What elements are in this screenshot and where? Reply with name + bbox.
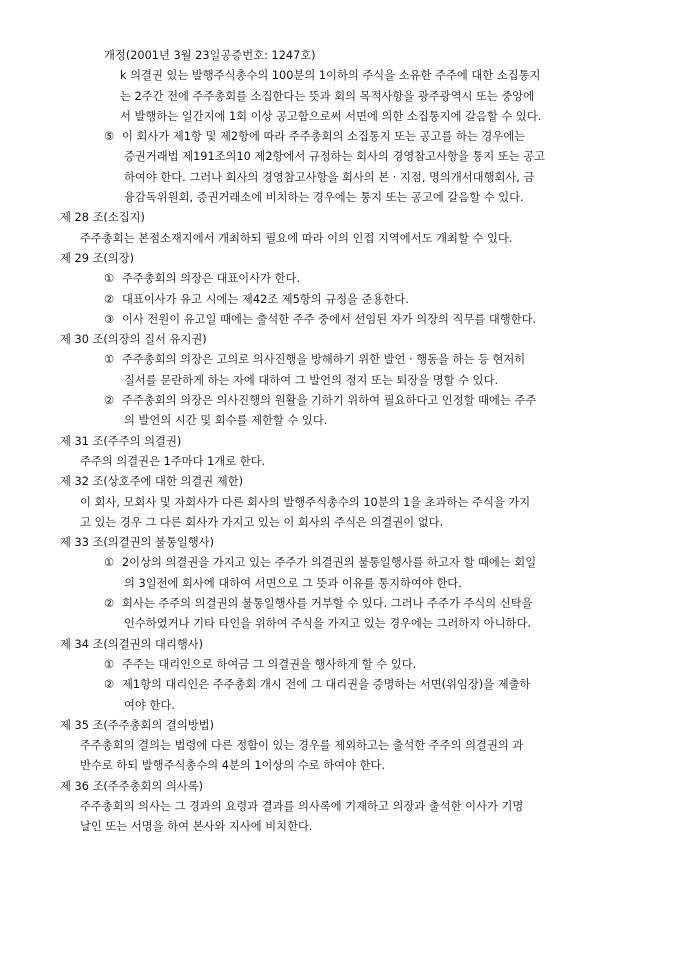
article-heading: 제 32 조(상호주에 대한 의결권 제한) bbox=[60, 475, 244, 489]
article-text: 주주의 의결권은 1주마다 1개로 한다. bbox=[80, 454, 266, 468]
article-31 bbox=[0, 432, 680, 473]
intro-line: k 의결권 있는 발행주식총수의 100분의 1이하의 주식을 소유한 주주에 대한 소집통지 bbox=[120, 69, 541, 83]
item-number: ① bbox=[104, 556, 115, 570]
item-number: ① bbox=[104, 272, 115, 286]
article-item bbox=[0, 675, 680, 695]
item-text-continued: 융감독위원회, 증권거래소에 비치하는 경우에는 통지 또는 공고에 갈음할 수 있다. bbox=[124, 191, 524, 205]
document-page bbox=[0, 46, 680, 838]
article-text: 날인 또는 서명을 하여 본사와 지사에 비치한다. bbox=[80, 820, 313, 834]
item-text-continued: 의 3일전에 회사에 대하여 서면으로 그 뜻과 이유를 통지하여야 한다. bbox=[124, 576, 462, 590]
article-text: 고 있는 경우 그 다른 회사가 가지고 있는 이 회사의 주식은 의결권이 없다. bbox=[80, 515, 444, 529]
article-heading: 제 28 조(소집지) bbox=[60, 211, 145, 225]
article-34 bbox=[0, 635, 680, 716]
article-30 bbox=[0, 330, 680, 431]
item-text-continued: 질서를 문란하게 하는 자에 대하여 그 발언의 정지 또는 퇴장을 명할 수 있다. bbox=[124, 373, 499, 387]
article-heading: 제 30 조(의장의 질서 유지권) bbox=[60, 333, 207, 347]
item-text: 주주총회의 의장은 대표이사가 한다. bbox=[122, 272, 301, 286]
item-text: 이 회사가 제1항 및 제2항에 따라 주주총회의 소집통지 또는 공고를 하는 경우에는 bbox=[122, 130, 526, 144]
article-text: 주주총회의 의사는 그 경과의 요령과 결과를 의사록에 기재하고 의장과 출석한 이사가 기명 bbox=[80, 799, 524, 813]
intro-line: 는 2주간 전에 주주총회를 소집한다는 뜻과 회의 목적사항을 광주광역시 또는 중앙에 bbox=[120, 89, 535, 103]
amendment-note: 개정(2001년 3월 23일공증번호: 1247호) bbox=[104, 49, 316, 62]
article-28 bbox=[0, 208, 680, 249]
article-heading: 제 36 조(주주총회의 의사록) bbox=[60, 779, 204, 793]
article-32 bbox=[0, 472, 680, 533]
article-35 bbox=[0, 716, 680, 777]
item-text-continued: 인수하였거나 기타 타인을 위하여 주식을 가지고 있는 경우에는 그러하지 아니하다. bbox=[124, 617, 531, 631]
article-item bbox=[0, 655, 680, 675]
article-text: 이 회사, 모회사 및 자회사가 다른 회사의 발행주식총수의 10분의 1을 초과하는 주식을 가지 bbox=[80, 495, 531, 509]
article-item bbox=[0, 269, 680, 289]
item-number: ② bbox=[104, 394, 115, 408]
item-text: 주주총회의 의장은 의사진행의 원활을 기하기 위하여 필요하다고 인정할 때에는 주주 bbox=[122, 394, 537, 408]
item-text-continued: 증권거래법 제191조의10 제2항에서 규정하는 회사의 경영참고사항을 통지 또는 공고 bbox=[124, 150, 546, 164]
item-text: 회사는 주주의 의결권의 불통일행사를 거부할 수 있다. 그러나 주주가 주식의 신탁을 bbox=[122, 597, 533, 611]
article-29 bbox=[0, 249, 680, 330]
article-text: 주주총회는 본점소재지에서 개최하되 필요에 따라 이의 인접 지역에서도 개최할 수 있다. bbox=[80, 231, 513, 245]
item-text: 주주총회의 의장은 고의로 의사진행을 방해하기 위한 발언 · 행동을 하는 등 현저히 bbox=[122, 353, 526, 367]
item-text-continued: 여야 한다. bbox=[124, 698, 175, 712]
item-text: 제1항의 대리인은 주주총회 개시 전에 그 대리권을 증명하는 서면(위임장)을 제출하 bbox=[122, 678, 531, 692]
article-heading: 제 31 조(주주의 의결권) bbox=[60, 434, 182, 448]
item-text: 이사 전원이 유고일 때에는 출석한 주주 중에서 선임된 자가 의장의 직무를 대행한다. bbox=[122, 312, 537, 326]
item-text-continued: 의 발언의 시간 및 회수를 제한할 수 있다. bbox=[124, 414, 328, 428]
item-number: ① bbox=[104, 657, 115, 671]
article-heading: 제 34 조(의결권의 대리행사) bbox=[60, 637, 204, 651]
article-text: 주주총회의 결의는 법령에 다른 정함이 있는 경우를 제외하고는 출석한 주주의 의결권의 과 bbox=[80, 739, 524, 753]
article-36 bbox=[0, 777, 680, 838]
article-item bbox=[0, 290, 680, 310]
article-heading: 제 33 조(의결권의 불통일행사) bbox=[60, 536, 215, 550]
item-text-continued: 하여야 한다. 그러나 회사의 경영참고사항을 회사의 본 · 지점, 명의개서대행회사, 금 bbox=[124, 170, 535, 184]
article-item bbox=[0, 594, 680, 614]
item-number: ② bbox=[104, 678, 115, 692]
article-33 bbox=[0, 533, 680, 634]
item-number: ⑤ bbox=[104, 130, 115, 144]
article-item bbox=[0, 391, 680, 411]
article-item bbox=[0, 310, 680, 330]
item-text: 대표이사가 유고 시에는 제42조 제5항의 규정을 준용한다. bbox=[122, 292, 409, 306]
intro-section bbox=[0, 46, 680, 208]
item-number: ① bbox=[104, 353, 115, 367]
article-text: 반수로 하되 발행주식총수의 4분의 1이상의 수로 하여야 한다. bbox=[80, 759, 386, 773]
item-number: ② bbox=[104, 597, 115, 611]
intro-item bbox=[0, 127, 680, 147]
article-heading: 제 29 조(의장) bbox=[60, 251, 135, 265]
item-number: ③ bbox=[104, 312, 115, 326]
item-text: 주주는 대리인으로 하여금 그 의결권을 행사하게 할 수 있다. bbox=[122, 657, 417, 671]
item-number: ② bbox=[104, 292, 115, 306]
article-item bbox=[0, 350, 680, 370]
item-text: 2이상의 의결권을 가지고 있는 주주가 의결권의 불통일행사를 하고자 할 때에는 회일 bbox=[122, 556, 537, 570]
intro-line: 서 발행하는 일간지에 1회 이상 공고함으로써 서면에 의한 소집통지에 갈음할 수 있다. bbox=[120, 109, 542, 123]
article-item bbox=[0, 553, 680, 573]
article-heading: 제 35 조(주주총회의 결의방법) bbox=[60, 718, 215, 732]
